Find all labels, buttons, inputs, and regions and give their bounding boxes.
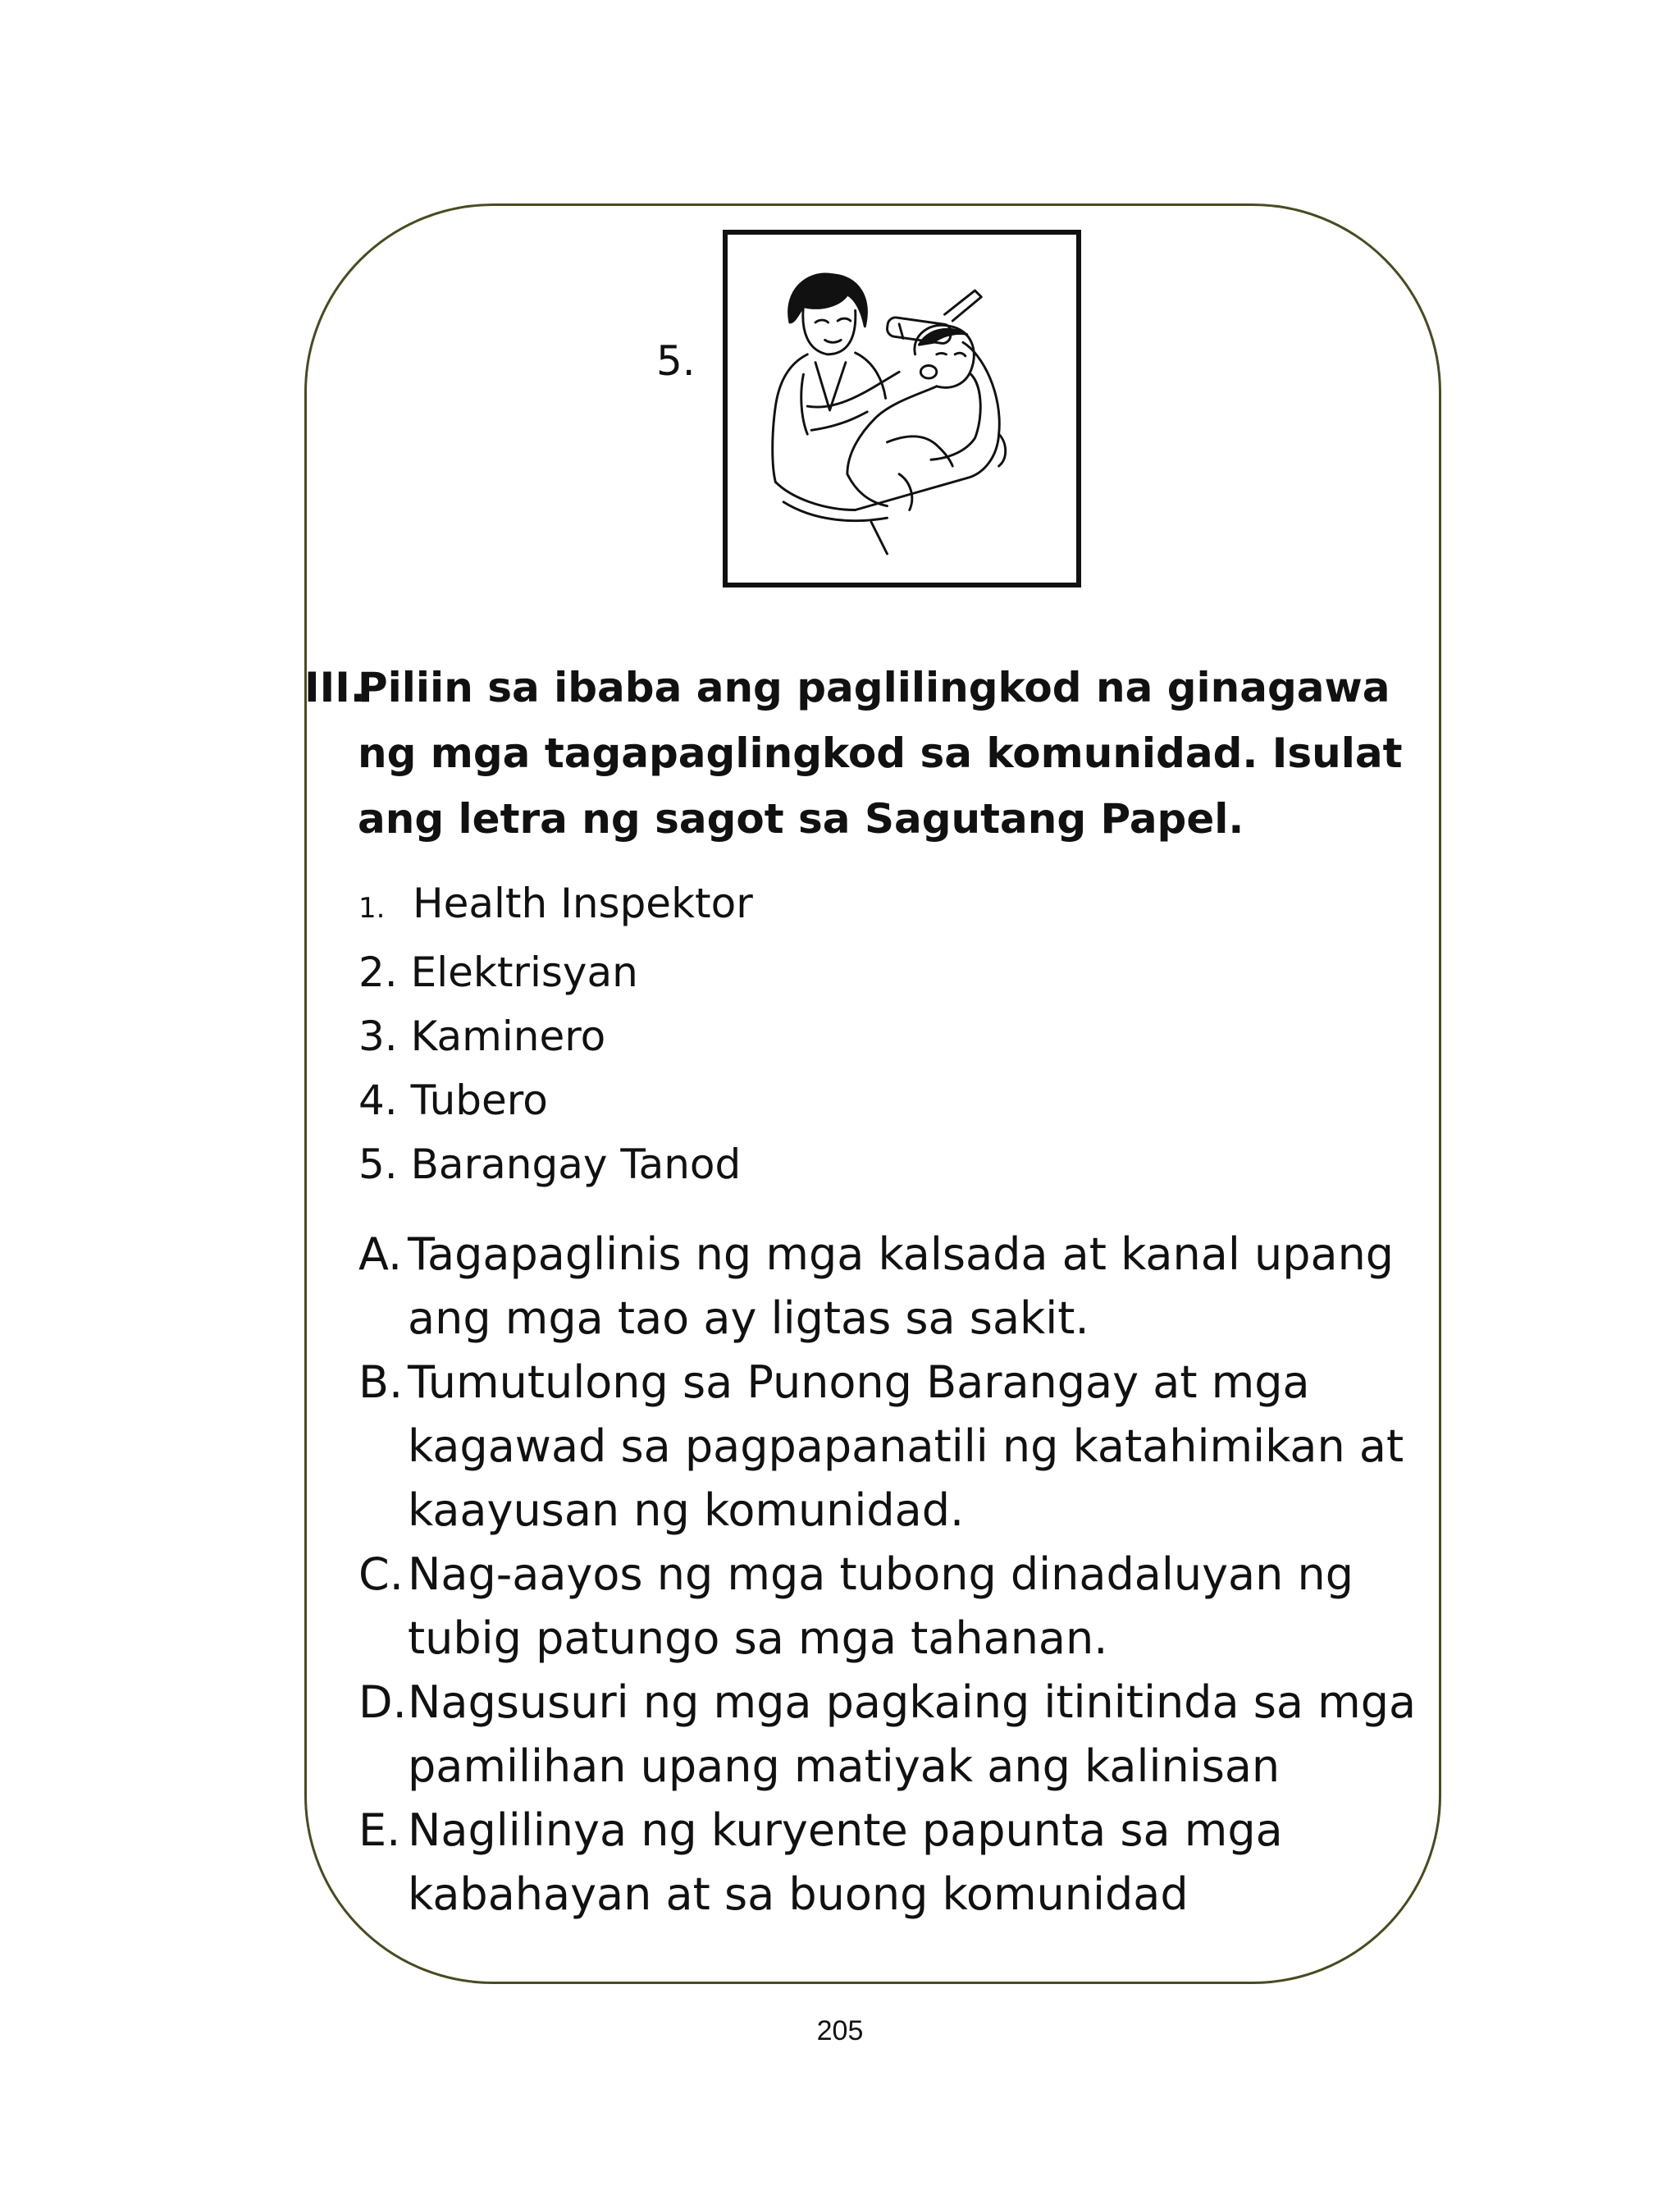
page-number: 205 (816, 2015, 864, 2046)
job-number: 3. (358, 1013, 398, 1060)
choice-item (358, 1671, 1441, 1799)
choice-item (358, 1543, 1441, 1671)
choice-letter: B. (358, 1356, 404, 1408)
section-roman-numeral: III. (304, 664, 366, 711)
instruction-text: Piliin sa ibaba ang paglilingkod na ginagawa ng mga tagapaglingkod sa komunidad. Isulat ang letra ng sagot sa Sagutang Papel. (358, 664, 1403, 843)
job-label: Elektrisyan (410, 949, 638, 996)
choice-item (358, 1351, 1441, 1543)
job-label: Kaminero (410, 1013, 606, 1060)
job-number: 2. (358, 949, 398, 996)
choice-text: Tagapaglinis ng mga kalsada at kanal upang ang mga tao ay ligtas sa sakit. (408, 1228, 1395, 1344)
instruction-heading (304, 655, 1436, 852)
job-number: 1. (358, 892, 386, 925)
choice-text: Nagsusuri ng mga pagkaing itinitinda sa mga pamilihan upang matiyak ang kalinisan (408, 1676, 1417, 1792)
list-item (358, 871, 753, 940)
job-number: 4. (358, 1077, 398, 1124)
list-item (358, 1132, 753, 1196)
job-list (358, 871, 753, 1196)
list-item (358, 1068, 753, 1132)
choice-item (358, 1799, 1441, 1927)
job-number: 5. (358, 1141, 398, 1188)
list-item (358, 940, 753, 1004)
choice-letter: C. (358, 1548, 404, 1600)
job-label: Health Inspektor (413, 880, 753, 927)
choice-letter: D. (358, 1676, 407, 1728)
job-label: Tubero (410, 1077, 548, 1124)
job-label: Barangay Tanod (410, 1141, 742, 1188)
picture-item-number: 5. (656, 337, 696, 385)
choice-text: Naglilinya ng kuryente papunta sa mga kabahayan at sa buong komunidad (408, 1804, 1283, 1920)
choice-list (358, 1223, 1441, 1927)
choice-letter: E. (358, 1804, 401, 1856)
dentist-illustration (723, 230, 1081, 588)
choice-text: Nag-aayos ng mga tubong dinadaluyan ng tubig patungo sa mga tahanan. (408, 1548, 1354, 1664)
list-item (358, 1004, 753, 1068)
choice-letter: A. (358, 1228, 403, 1280)
choice-text: Tumutulong sa Punong Barangay at mga kagawad sa pagpapanatili ng katahimikan at kaayusan ng komunidad. (408, 1356, 1404, 1536)
choice-item (358, 1223, 1441, 1351)
